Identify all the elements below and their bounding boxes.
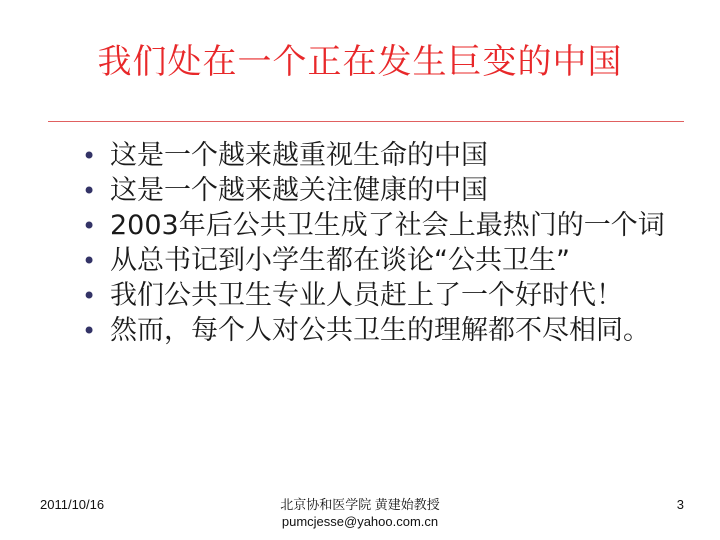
bullet-item xyxy=(82,140,682,172)
bullet-text: 这是一个越来越重视生命的中国 xyxy=(110,140,488,171)
bullet-text: 我们公共卫生专业人员赶上了一个好时代！ xyxy=(110,280,623,311)
bullet-dot-icon: • xyxy=(82,282,97,310)
bullet-dot-icon: • xyxy=(82,212,97,240)
bullet-item xyxy=(82,210,682,242)
footer-email: pumcjesse@yahoo.com.cn xyxy=(281,514,439,529)
bullet-text: 2003年后公共卫生成了社会上最热门的一个词 xyxy=(110,210,665,241)
footer-author: 北京协和医学院 黄建始教授 xyxy=(280,497,440,512)
footer-author-block xyxy=(0,496,720,530)
slide-title: 我们处在一个正在发生巨变的中国 xyxy=(97,42,623,82)
bullet-text: 然而，每个人对公共卫生的理解都不尽相同。 xyxy=(110,315,650,346)
bullet-list xyxy=(82,140,682,350)
bullet-dot-icon: • xyxy=(82,317,97,345)
bullet-dot-icon: • xyxy=(82,142,97,170)
footer-date: 2011/10/16 xyxy=(40,497,105,512)
bullet-item xyxy=(82,280,682,312)
bullet-text: 这是一个越来越关注健康的中国 xyxy=(110,175,488,206)
bullet-dot-icon: • xyxy=(82,247,97,275)
bullet-dot-icon: • xyxy=(82,177,97,205)
title-divider xyxy=(48,121,684,122)
bullet-item xyxy=(82,175,682,207)
bullet-item xyxy=(82,245,682,277)
bullet-item xyxy=(82,315,682,347)
bullet-text: 从总书记到小学生都在谈论“公共卫生” xyxy=(110,245,570,276)
page-number: 3 xyxy=(676,497,684,512)
